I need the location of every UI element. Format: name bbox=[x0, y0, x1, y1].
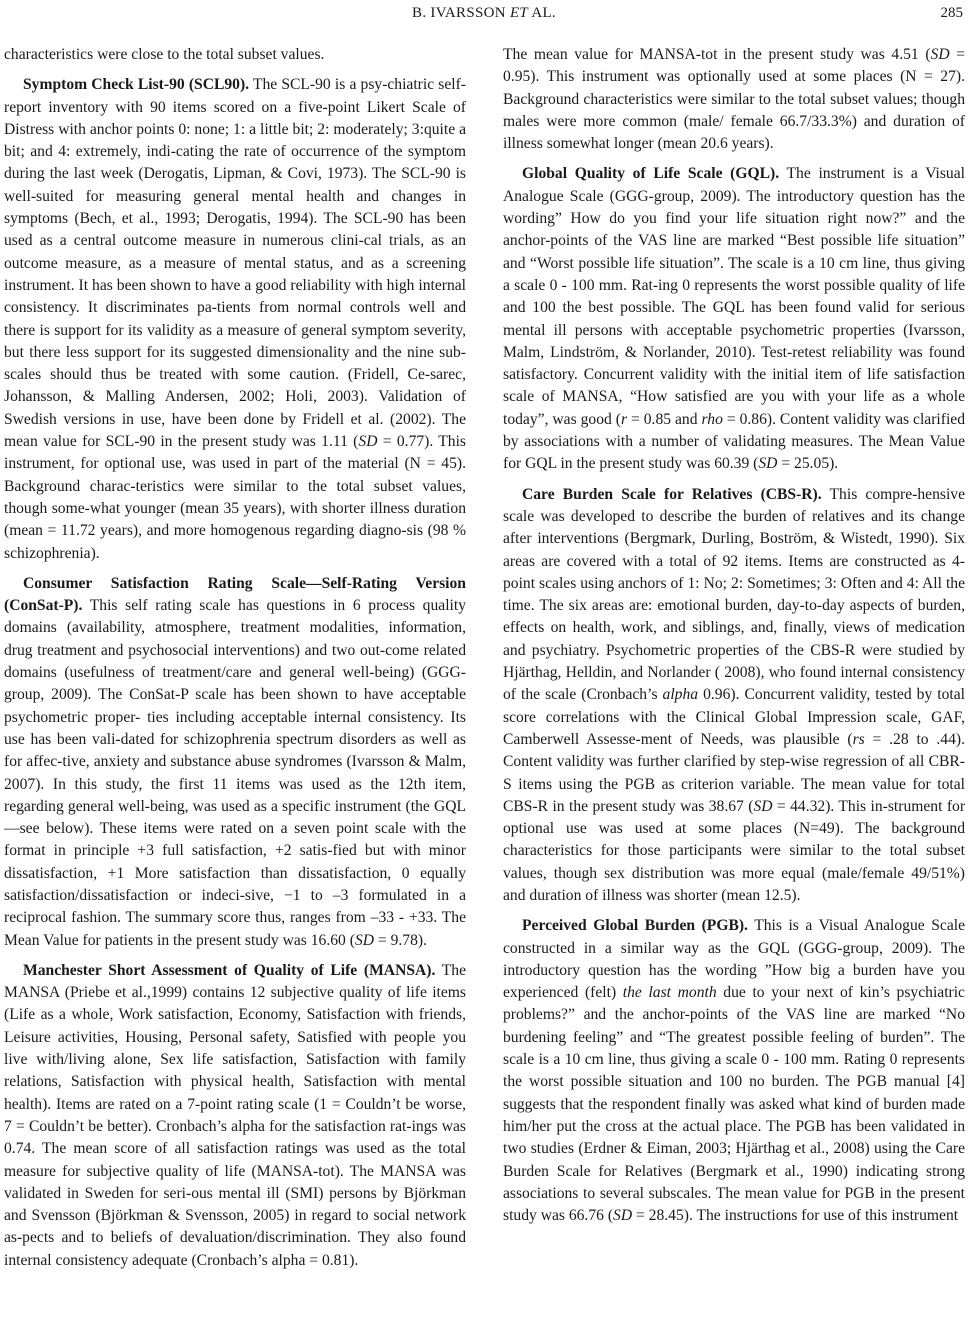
running-head-authors: B. IVARSSON ET AL. bbox=[412, 5, 556, 21]
paragraph-gql: Global Quality of Life Scale (GQL). The instrument is a Visual Analogue Scale (GGG-group, 2009). The introductory question has the wording” How do you find your life situation right now?” and the anchor-points of the VAS line are marked “Best possible life situation” and “Worst possible life situation”. The scale is a 10 cm line, thus giving a scale 0 - 100 mm. Rat-ing 0 represents the worst possible quality of life and 100 the best possible. The GQL has been found valid for serious mental ill persons with acceptable psychometric properties (Ivarsson, Malm, Lindström, & Norlander, 2010). Test-retest reliability was found satisfactory. Concurrent validity with the initial item of life satisfaction scale of MANSA, “How satisfied are you with your life as a whole today”, was good (r = 0.85 and rho = 0.86). Content validity was clarified by associations with a number of validating measures. The Mean Value for GQL in the present study was 60.39 (SD = 25.05). bbox=[503, 165, 965, 473]
heading-consat: Consumer Satisfaction Rating Scale—Self-Rating Version (ConSat-P). bbox=[4, 574, 466, 615]
heading-cbsr: Care Burden Scale for Relatives (CBS-R). bbox=[522, 485, 822, 503]
heading-scl90: Symptom Check List-90 (SCL90). bbox=[23, 76, 250, 94]
paragraph-continuation: characteristics were close to the total subset values. bbox=[4, 46, 325, 63]
left-column bbox=[4, 44, 466, 1320]
heading-gql: Global Quality of Life Scale (GQL). bbox=[522, 165, 780, 183]
paragraph-pgb: Perceived Global Burden (PGB). This is a Visual Analogue Scale constructed in a similar way as the GQL (GGG-group, 2009). The introductory question has the wording ”How big a burden have you experienced (felt) the last month due to your next of kin’s psychiatric problems?” and the anchor-points of the VAS line are marked “No burdening feeling” and “The greatest possible feeling of burden”. The scale is a 10 cm line, thus giving a scale 0 - 100 mm. Rating 0 represents the worst possible situation and 100 no burden. The PGB manual [4] suggests that the respondent finally was asked what kind of burden made him/her put the cross at the actual place. The PGB has been validated in two studies (Erdner & Eiman, 2003; Hjärthag et al., 2008) using the Care Burden Scale for Relatives (Bergmark et al., 1990) indicating strong associations to several subscales. The mean value for PGB in the present study was 66.76 (SD = 28.45). The instructions for use of this instrument bbox=[503, 917, 965, 1225]
page-number: 285 bbox=[940, 5, 963, 21]
paragraph-mansa: Manchester Short Assessment of Quality of Life (MANSA). The MANSA (Priebe et al.,1999) contains 12 subjective quality of life items (Life as a whole, Work satisfaction, Economy, Satisfaction with friends, Leisure activities, Housing, Personal safety, Satisfied with people you live with/living alone, Sex life satisfaction, Satisfaction with family relations, Satisfaction with physical health, Satisfaction with mental health). Items are rated on a 7-point rating scale (1 = Couldn’t be worse, 7 = Couldn’t be better). Cronbach’s alpha for the satisfaction rat-ings was 0.74. The mean score of all satisfaction ratings was used as the total measure for subjective quality of life (MANSA-tot). The MANSA was validated in Sweden for seri-ous mental ill (SMI) persons by Björkman and Svensson (Björkman & Svensson, 2005) in regard to social network as-pects and to beliefs of devaluation/discrimination. They also found internal consistency adequate (Cronbach’s alpha = 0.81). bbox=[4, 961, 466, 1269]
heading-pgb: Perceived Global Burden (PGB). bbox=[522, 917, 748, 935]
running-head bbox=[0, 2, 968, 24]
heading-mansa: Manchester Short Assessment of Quality of Life (MANSA). bbox=[23, 961, 436, 979]
right-column bbox=[503, 44, 965, 1320]
paragraph-mansa-continued: The mean value for MANSA-tot in the present study was 4.51 (SD = 0.95). This instrument was optionally used at some places (N = 27). Background characteristics were similar to the total subset values; though males were more common (male/ female 66.7/33.3%) and duration of illness somewhat longer (mean 20.6 years). bbox=[503, 46, 965, 153]
paragraph-consat: Consumer Satisfaction Rating Scale—Self-Rating Version (ConSat-P). This self rating scale has questions in 6 process quality domains (availability, atmosphere, treatment modalities, information, drug treatment and psychosocial interventions) and two out-come related domains (usefulness of treatment/care and general well-being) (GGG-group, 2009). The ConSat-P scale has been shown to have acceptable psychometric proper- ties including acceptable internal consistency. Its use has been vali-dated for schizophrenia spectrum disorders as well as for affec-tive, anxiety and substance abuse syndromes (Ivarsson & Malm, 2007). In this study, the first 11 items was used as the 12th item, regarding general well-being, was used as a specific instrument (the GQL—see below). These items were rated on a seven point scale with the format in principle +3 full satisfaction, +2 satis-fied but with minor dissatisfaction, +1 More satisfaction than dissatisfaction, 0 equally satisfaction/dissatisfaction or indeci-sive, −1 to –3 formulated in a reciprocal fashion. The summary score thus, ranges from –33 - +33. The Mean Value for patients in the present study was 16.60 (SD = 9.78). bbox=[4, 574, 466, 949]
paragraph-scl90: Symptom Check List-90 (SCL90). The SCL-90 is a psy-chiatric self-report inventory with 90 items scored on a five-point Likert Scale of Distress with anchor points 0: none; 1: a little bit; 2: moderately; 3:quite a bit; and 4: extremely, indi-cating the rate of occurrence of the symptom during the last week (Derogatis, Lipman, & Covi, 1973). The SCL-90 is well-suited for measuring general mental health and changes in symptoms (Bech, et al., 1993; Derogatis, 1994). The SCL-90 has been used as a central outcome measure in numerous clini-cal trials, as an outcome measure, as a measure of mental status, and as a screening instrument. It has been shown to have a good reliability with high internal consistency. It discriminates pa-tients from normal controls well and there is support for its validity as a measure of general symptom severity, but there less support for its suggested dimensionality and the nine sub-scales should thus be treated with some caution. (Fridell, Ce-sarec, Johansson, & Malling Andersen, 2002; Holi, 2003). Validation of Swedish versions in use, have been done by Fridell et al. (2002). The mean value for SCL-90 in the present study was 1.11 (SD = 0.77). This instrument, for optional use, was used in part of the material (N = 45). Background charac-teristics were similar to the total subset values, though some-what younger (mean 35 years), with shorter illness duration (mean = 11.72 years), and more homogenous regarding diagno-sis (98 % schizophrenia). bbox=[4, 76, 466, 562]
paragraph-cbsr: Care Burden Scale for Relatives (CBS-R). This compre-hensive scale was developed to describe the burden of relatives and its change after interventions (Bergmark, Durling, Boström, & Wistedt, 1990). Six areas are covered with a total of 92 items. Items are constructed as 4-point scales using anchors of 1: No; 2: Sometimes; 3: Often and 4: All the time. The six areas are: emotional burden, day-to-day aspects of burden, effects on health, work, and siblings, and, finally, views of medication and psychiatry. Psychometric properties of the CBS-R were studied by Hjärthag, Helldin, and Norlander ( 2008), who found internal consistency of the scale (Cronbach’s alpha 0.96). Concurrent validity, tested by total score correlations with the Clinical Global Impression scale, GAF, Camberwell Assesse-ment of Needs, was plausible (rs = .28 to .44). Content validity was further clarified by step-wise regression of all CBR-S items using the PGB as criterion variable. The mean value for total CBS-R in the present study was 38.67 (SD = 44.32). This in-strument for optional use was used at some places (N=49). The background characteristics for those participants were similar to the total subset values, though sex distribution was more equal (male/female 49/51%) and duration of illness was shorter (mean 12.5). bbox=[503, 485, 965, 904]
